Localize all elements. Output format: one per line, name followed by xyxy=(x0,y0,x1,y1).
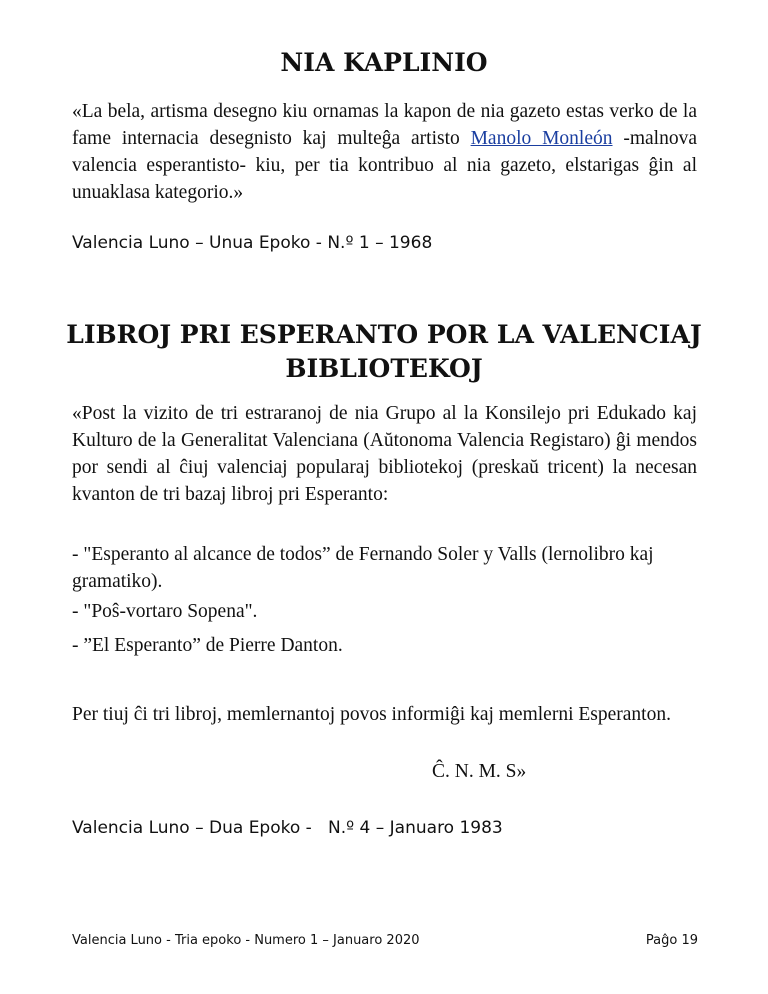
footer-publication: Valencia Luno - Tria epoko - Numero 1 – Januaro 2020 xyxy=(72,933,420,948)
list-item: - "Esperanto al alcance de todos” de Fernando Soler y Valls (lernolibro kaj gramatiko). xyxy=(72,544,654,592)
page-number: Paĝo 19 xyxy=(645,933,698,948)
list-item: - "Poŝ-vortaro Sopena". xyxy=(72,601,258,622)
article-source: Valencia Luno – Dua Epoko - N.º 4 – Januaro 1983 xyxy=(72,818,503,838)
article-closing: Per tiuj ĉi tri libroj, memlernantoj povos informiĝi kaj memlerni Esperanton. xyxy=(72,704,671,725)
article-title-kaplinio: NIA KAPLINIO xyxy=(280,48,488,77)
article-body-kaplinio xyxy=(72,98,697,206)
artist-link[interactable]: Manolo Monleón xyxy=(470,128,613,149)
body-text-continued: -malnova valencia esperantisto- kiu, per tia kontribuo al nia gazeto, elstarigas ĝin al unuaklasa kategorio.» xyxy=(72,128,697,203)
article-title-libroj: LIBROJ PRI ESPERANTO POR LA VALENCIAJ BIBLIOTEKOJ xyxy=(66,320,702,383)
article-intro-libroj: «Post la vizito de tri estraranoj de nia Grupo al la Konsilejo pri Edukado kaj Kulturo de la Generalitat Valenciana (Aŭtonoma Valencia Registaro) ĝi mendos por sendi al ĉiuj valenciaj popularaj bibliotekoj (preskaŭ tricent) la necesan kvanton de tri bazaj libroj pri Esperanto: xyxy=(72,403,697,505)
body-text: «La bela, artisma desegno kiu ornamas la kapon de nia gazeto estas verko de la fame internacia desegnisto kaj multeĝa artisto xyxy=(72,101,697,149)
article-source: Valencia Luno – Unua Epoko - N.º 1 – 1968 xyxy=(72,233,433,253)
signature: Ĉ. N. M. S» xyxy=(432,761,527,782)
list-item: - ”El Esperanto” de Pierre Danton. xyxy=(72,635,343,656)
